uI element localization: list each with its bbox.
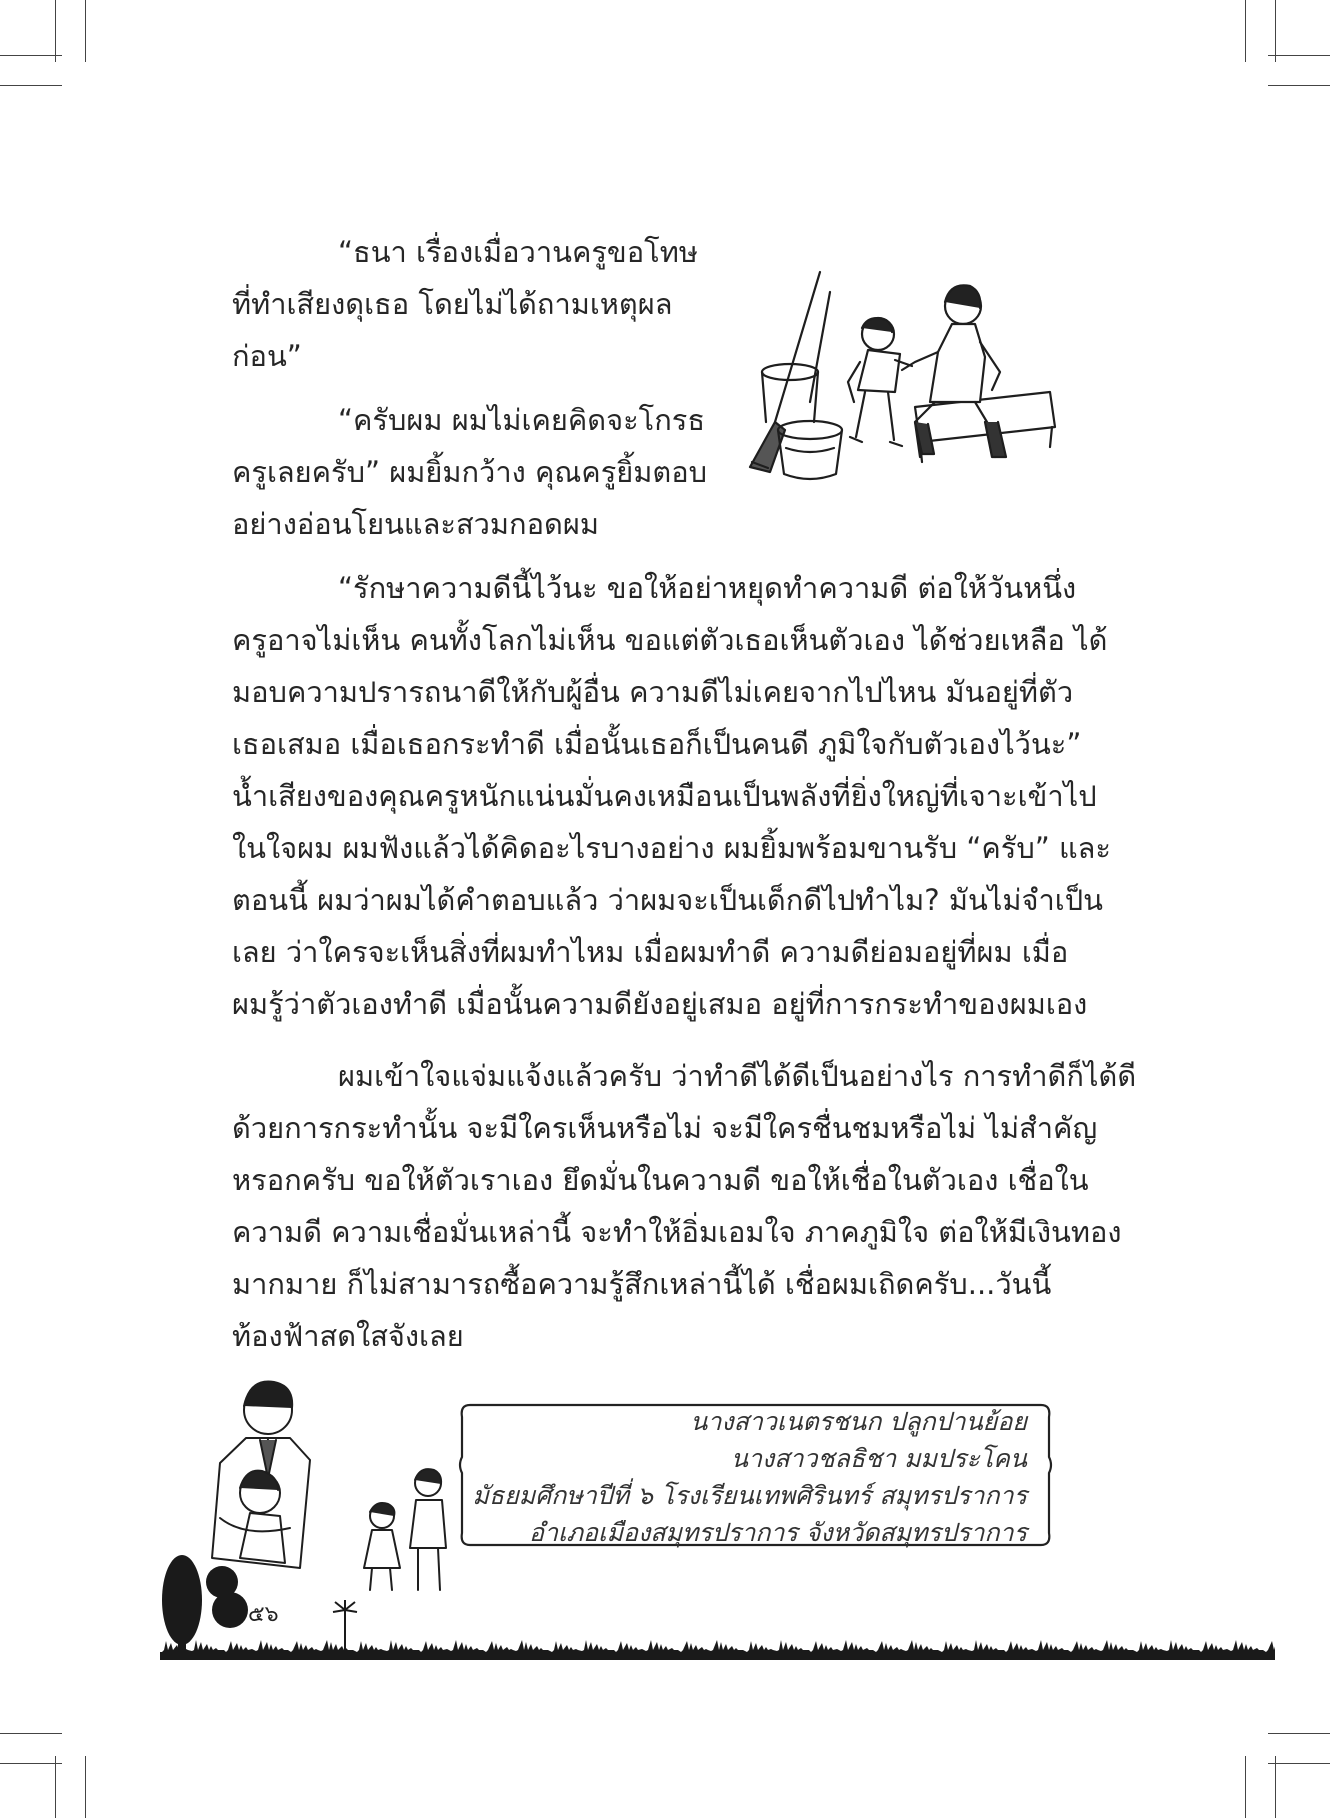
- crop-mark: [0, 85, 62, 86]
- credit-line: นางสาวชลธิชา มมประโคน: [730, 1444, 1027, 1473]
- text-line: ท้องฟ้าสดใสจังเลย: [232, 1319, 464, 1353]
- crop-mark: [1245, 0, 1246, 62]
- text-line: อย่างอ่อนโยนและสวมกอดผม: [232, 507, 599, 541]
- crop-mark: [85, 0, 86, 62]
- text-line: น้ำเสียงของคุณครูหนักแน่นมั่นคงเหมือนเป็นพลังที่ยิ่งใหญ่ที่เจาะเข้าไป: [232, 779, 1097, 813]
- text-line: ความดี ความเชื่อมั่นเหล่านี้ จะทำให้อิ่มเอมใจ ภาคภูมิใจ ต่อให้มีเงินทอง: [232, 1215, 1122, 1249]
- crop-mark: [55, 1756, 56, 1818]
- text-line: ผมเข้าใจแจ่มแจ้งแล้วครับ ว่าทำดีได้ดีเป็นอย่างไร การทำดีก็ได้ดี: [338, 1059, 1137, 1093]
- crop-mark: [0, 1763, 62, 1764]
- dialogue-teacher-apology: [232, 226, 698, 382]
- crop-mark: [1268, 85, 1330, 86]
- text-line: หรอกครับ ขอให้ตัวเราเอง ยึดมั่นในความดี ขอให้เชื่อในตัวเอง เชื่อใน: [232, 1163, 1089, 1197]
- credits-box: [458, 1395, 1053, 1555]
- grass-blades: [160, 1640, 1275, 1660]
- text-line: “ธนา เรื่องเมื่อวานครูขอโทษ: [338, 235, 698, 269]
- crop-mark: [55, 0, 56, 62]
- crop-mark: [1268, 1733, 1330, 1734]
- crop-mark: [0, 1733, 62, 1734]
- crop-mark: [1268, 55, 1330, 56]
- text-line: ในใจผม ผมฟังแล้วได้คิดอะไรบางอย่าง ผมยิ้มพร้อมขานรับ “ครับ” และ: [232, 831, 1112, 865]
- crop-mark: [1275, 1756, 1276, 1818]
- text-line: ด้วยการกระทำนั้น จะมีใครเห็นหรือไม่ จะมีใครชื่นชมหรือไม่ ไม่สำคัญ: [232, 1111, 1098, 1145]
- teacher-boy-illustration: [730, 262, 1060, 492]
- text-line: ผมรู้ว่าตัวเองทำดี เมื่อนั้นความดียังอยู่เสมอ อยู่ที่การกระทำของผมเอง: [232, 987, 1088, 1021]
- credit-line: มัธยมศึกษาปีที่ ๖ โรงเรียนเทพศิรินทร์ สมุทรปราการ: [472, 1481, 1027, 1510]
- crop-mark: [85, 1756, 86, 1818]
- text-line: มอบความปรารถนาดีให้กับผู้อื่น ความดีไม่เคยจากไปไหน มันอยู่ที่ตัว: [232, 675, 1074, 709]
- story-paragraph-2: [232, 1050, 1136, 1362]
- crop-mark: [1275, 0, 1276, 62]
- text-line: เธอเสมอ เมื่อเธอกระทำดี เมื่อนั้นเธอก็เป็นคนดี ภูมิใจกับตัวเองไว้นะ”: [232, 727, 1082, 761]
- text-line: เลย ว่าใครจะเห็นสิ่งที่ผมทำไหม เมื่อผมทำดี ความดีย่อมอยู่ที่ผม เมื่อ: [232, 935, 1069, 969]
- text-line: ที่ทำเสียงดุเธอ โดยไม่ได้ถามเหตุผล: [232, 287, 673, 321]
- story-paragraph-1: [232, 562, 1111, 1030]
- credit-line: นางสาวเนตรชนก ปลูกปานย้อย: [690, 1407, 1027, 1436]
- dialogue-boy-reply: [232, 394, 707, 550]
- text-line: “รักษาความดีนี้ไว้นะ ขอให้อย่าหยุดทำความดี ต่อให้วันหนึ่ง: [338, 571, 1077, 605]
- text-line: ก่อน”: [232, 339, 302, 373]
- text-line: “ครับผม ผมไม่เคยคิดจะโกรธ: [338, 403, 706, 437]
- text-line: มากมาย ก็ไม่สามารถซื้อความรู้สึกเหล่านี้ได้ เชื่อผมเถิดครับ...วันนี้: [232, 1267, 1052, 1301]
- credit-line: อำเภอเมืองสมุทรปราการ จังหวัดสมุทรปราการ: [528, 1518, 1027, 1547]
- page-number: ๕๖: [248, 1602, 279, 1627]
- crop-mark: [0, 55, 62, 56]
- grass-ground: [160, 1630, 1275, 1660]
- text-line: ครูเลยครับ” ผมยิ้มกว้าง คุณครูยิ้มตอบ: [232, 455, 708, 489]
- text-line: ตอนนี้ ผมว่าผมได้คำตอบแล้ว ว่าผมจะเป็นเด็กดีไปทำไม? มันไม่จำเป็น: [232, 883, 1103, 917]
- text-line: ครูอาจไม่เห็น คนทั้งโลกไม่เห็น ขอแต่ตัวเธอเห็นตัวเอง ได้ช่วยเหลือ ได้: [232, 623, 1108, 657]
- crop-mark: [1245, 1756, 1246, 1818]
- crop-mark: [1268, 1763, 1330, 1764]
- credits-text: [472, 1403, 1027, 1551]
